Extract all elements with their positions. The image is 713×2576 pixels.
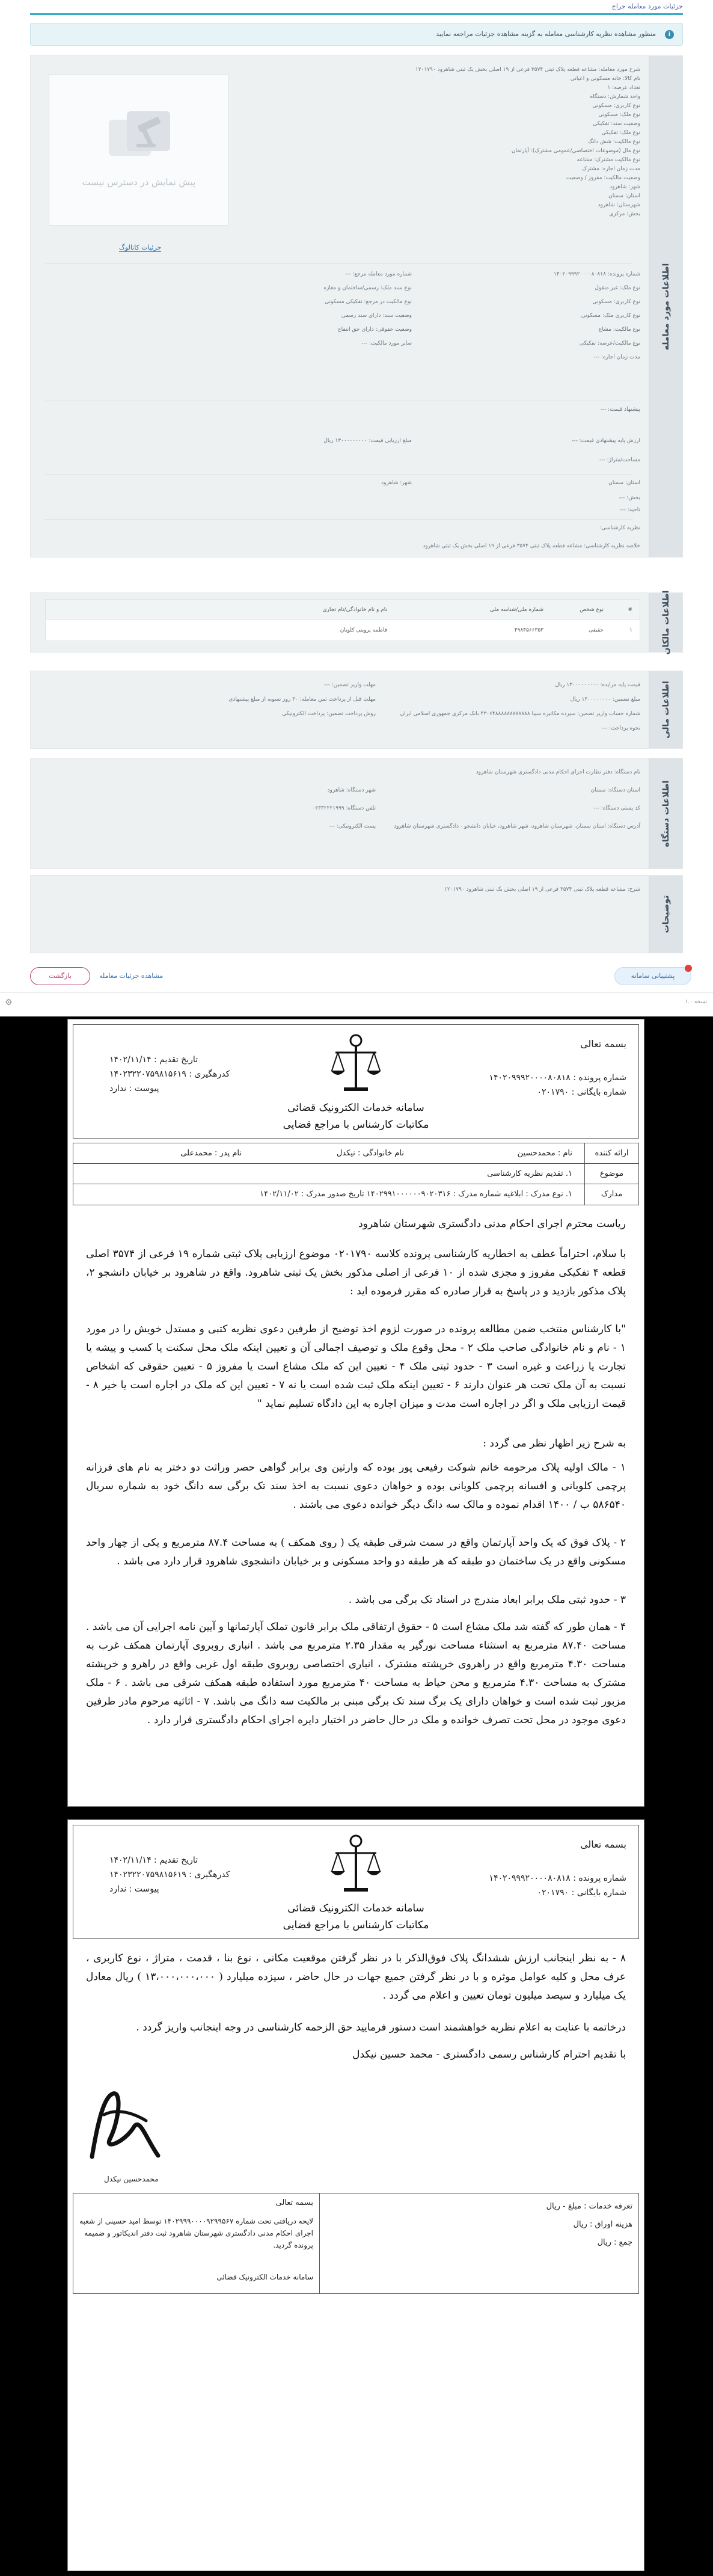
detail-1: تعداد عرصه: ۱ (607, 85, 640, 91)
web-ui (0, 0, 713, 1016)
detail-2: واحد شمارش: دستگاه (590, 94, 640, 100)
right-col-3: وضعیت سند: دارای سند رسمی (341, 313, 412, 319)
detail-13: استان: سمنان (608, 193, 640, 199)
desc-text: شرح: مشاعه قطعه پلاک ثبتی ۳۵۷۴ فرعی از ۱۹ اصلی بخش یک ثبتی شاهرود ۱۲۰۱۷۹۰ (444, 887, 640, 893)
valuation-amount: مبلغ ارزیابی قیمت: ۱۳۰۰۰۰۰۰۰۰۰ ریال (323, 438, 412, 444)
paragraph-4: ۱ - مالک اولیه پلاک مرحومه خانم شوکت رفیعی پور بوده که وارثین وی برابر گواهی حصر وراثت دو دختر به نام های فرزانه پرچمی کلویانی و افسانه پرچمی کلویانی بوده و خواهان دعوی نسبت به اخذ سند تک برگی سه دانگ خود به شماره سریال ۵۸۶۵۴۰ ب / ۱۴۰۰ اقدام نموده و مالک سه دانگ دیگر خوانده دعوی می باشند . (86, 1462, 626, 1511)
fin-4: مهلت واریز تضمین: --- (324, 682, 376, 688)
center-title-1: سامانه خدمات الکترونیک قضائی (287, 1102, 424, 1114)
office-0: نام دستگاه: دفتر نظارت اجرای احکام مدنی دادگستری شهرستان شاهرود (476, 769, 640, 775)
desc-section-tab: توضیحات (649, 876, 682, 953)
footer (0, 992, 713, 1016)
document-page-2 (67, 1819, 644, 2571)
fin-5: مهلت قبل از پرداخت ثمن معامله: ۳۰ روز تسویه از مبلغ پیشنهادی (228, 696, 376, 702)
detail-8: نوع مال (موضوعات اختصاصی/عمومی مشترک): آپارتمان (511, 148, 640, 154)
table-row: ۱ حقیقی ۴۹۸۴۵۶۶۳۵۳ فاطمه پروینی کلویان (340, 627, 632, 633)
opinion-title: نظریه کارشناسی: (599, 525, 640, 531)
office-6: پست الکترونیکی: --- (329, 823, 376, 829)
right-col-5: سایر مورد مالکیت: --- (361, 340, 412, 346)
scanned-document (0, 1016, 713, 2576)
center-title-2: مکاتبات کارشناس با مراجع قضایی (283, 1119, 429, 1131)
case-number-2: شماره پرونده : ۱۴۰۲۰۹۹۹۲۰۰۰۰۸۰۸۱۸ (489, 1874, 626, 1883)
support-button[interactable]: پشتیبانی سامانه (614, 967, 691, 985)
letter-heading: ریاست محترم اجرای احکام مدنی دادگستری شهرستان شاهرود (358, 1218, 626, 1230)
notice-text: منظور مشاهده نظریه کارشناسی معامله به گزینه مشاهده جزئیات مراجعه نمایید (436, 30, 656, 38)
district: ناحیه: --- (620, 507, 640, 513)
deal-section-tab: اطلاعات مورد معامله (649, 56, 682, 557)
paragraph-8: ۸ - به نظر اینجانب ارزش ششدانگ پلاک فوق‌الذکر با در نظر گرفتن موقعیت مکانی ، نوع بنا ، قدمت ، متراژ ، نوع کاربری ، عرف محل و کلیه عوامل موثره و با در نظر گرفتن جمیع جهات در حال حاضر ، سیزده میلیارد ( ۱۳،۰۰۰،۰۰۰،۰۰۰ ) ریال معادل یک میلیارد و سیصد میلیون تومان تعیین و اعلام می گردد . (86, 1952, 626, 2002)
fin-6: روش پرداخت تضمین: پرداخت الکترونیکی (282, 711, 376, 717)
letterhead (73, 1024, 639, 1139)
detail-0: نام کالا: خانه مسکونی و اعیانی (570, 76, 640, 82)
owners-table (45, 599, 640, 641)
signature-image (80, 2085, 164, 2169)
province: استان: سمنان (608, 480, 640, 486)
fee-line-1: تعرفه خدمات : مبلغ - ریال (546, 2202, 632, 2211)
info-icon: i (665, 30, 674, 39)
financial-section-tab: اطلاعات مالی (649, 671, 682, 748)
financial-section (30, 671, 683, 749)
paragraph-3: به شرح زیر اظهار نظر می گردد : (483, 1437, 626, 1449)
settings-icon[interactable]: ⚙ (5, 998, 13, 1007)
office-2: شهر دستگاه: شاهرود (327, 787, 376, 793)
detail-11: وضعیت مالکیت: مفروز / وضعیت (566, 175, 640, 181)
fin-2: شماره حساب واریز تضمین: سپرده مکانیزه سیبا ۴۳۰۶۴۸۸۸۸۸۸۸۸۸۸۸۸ بانک مرکزی جمهوری اسلامی ایران (400, 711, 640, 717)
gavel-icon (106, 108, 174, 162)
meta-table: ارائه کننده نام : محمدحسین نام خانوادگی : نیکدل نام پدر : محمدعلی موضوع ۱. تقدیم نظریه کارشناسی مدارک ۱. نوع مدرک : ابلاغیه شماره مدرک : ۱۴۰۲۹۹۱۰۰۰۰۰۰۹۰۲۰۳۱۶ تاریخ صدور مدرک : ۱۴۰۲/۱۱/۰۲ (73, 1143, 639, 1205)
page-title: جزئیات مورد معامله حراج (611, 2, 683, 10)
back-button[interactable]: بازگشت (30, 967, 90, 985)
notification-dot (685, 965, 692, 972)
submit-date: تاریخ تقدیم : ۱۴۰۲/۱۱/۱۴ (109, 1055, 198, 1065)
deal-section (30, 55, 683, 558)
fin-3: نحوه پرداخت: --- (601, 725, 640, 731)
paragraph-2: "با کارشناس منتخب ضمن مطالعه پرونده در صورت لزوم اخذ توضیح از طرفین دعوی نظریه کتبی و مستدل خویش را در مورد ۱ - نام و نام خانوادگی صاحب ملک ۲ - محل وقوع ملک و توصیف اجمالی آن و تعیین اینکه ملک محل سکنت یا کسب و پیشه یا تجارت یا زراعت و غیره است ۳ - حدود ثبتی ملک ۴ - تعیین این که ملک مشاع است یا مفروز ۵ - تعیین حقوقی که اشخاص نسبت به آن ملک تحت هر عنوان دارند ۶ - تعیین اینکه ملک ثبت شده است یا نه ۷ - تعیین این که ملک در اجاره است یا خیر ۸ - قیمت ارزیابی ملک و اگر در اجاره است مدت و میزان اجاره به این دادگاه تسلیم نماید " (86, 1323, 626, 1410)
right-col-2: نوع مالکیت در مرجع: تفکیکی مسکونی (325, 299, 412, 305)
receipt-text: لایحه دریافتی تحت شماره ۱۴۰۲۹۹۹۰۰۰۰۹۲۹۹۵۶۷ توسط امید حسینی از شعبه اجرای احکام مدنی دادگستری شهرستان شاهرود ثبت دفتر اندیکاتور و ضمیمه پرونده گردید. (79, 2217, 313, 2249)
closing-paragraph: درخاتمه با عنایت به اعلام نظریه خواهشمند است دستور فرمایید حق الزحمه کارشناسی در وجه اینجانب واریز گردد . (136, 2021, 626, 2033)
left-col-1: نوع ملک: غیر منقول (595, 285, 640, 291)
detail-5: وضعیت سند: تفکیکی (593, 121, 640, 127)
judiciary-emblem-icon (329, 1032, 382, 1098)
owners-section-tab: اطلاعات مالکان (649, 593, 682, 652)
detail-12: شهر: شاهرود (610, 184, 640, 190)
catalog-link[interactable]: جزئیات کاتالوگ (119, 244, 162, 251)
footer-text: نسخه ۱.۰ (685, 999, 707, 1005)
fee-line-2: هزینه اوراق : ریال (573, 2220, 632, 2229)
left-col-0: شماره پرونده: ۱۴۰۲۰۹۹۹۲۰۰۰۰۸۰۸۱۸ (553, 271, 640, 277)
attachment-2: پیوست : ندارد (109, 1884, 159, 1894)
valuation: ارزش پایه پیشنهادی قیمت: --- (572, 438, 640, 444)
center-title-1-p2: سامانه خدمات الکترونیک قضائی (287, 1902, 424, 1914)
fee-line-3: جمع : ریال (597, 2238, 632, 2247)
left-col-7: پیشنهاد قیمت: --- (600, 407, 640, 413)
left-col-6: مدت زمان اجاره: --- (593, 354, 640, 360)
table-header: # شماره ملی/شناسه ملی نام و نام خانوادگی/نام تجاری نوع شخص (46, 600, 640, 620)
bismillah: بسمه تعالی (580, 1038, 626, 1050)
bismillah-2: بسمه تعالی (580, 1839, 626, 1850)
owners-section (30, 592, 683, 653)
fin-1: مبلغ تضمین: ۱۳۰۰۰۰۰۰۰۰ ریال (570, 696, 640, 702)
archive-number: شماره بایگانی : ۰۲۰۱۷۹۰ (537, 1087, 626, 1097)
office-4: تلفن دستگاه: ۰۲۳۳۲۲۲۱۹۹۹ (312, 805, 376, 811)
bottom-bar (0, 962, 713, 986)
desc-section (30, 875, 683, 953)
detail-7: نوع مالکیت: شش دانگ (587, 139, 640, 145)
letterhead-2 (73, 1825, 639, 1939)
judiciary-emblem-icon (329, 1833, 382, 1899)
city: شهر: شاهرود (381, 480, 412, 486)
document-page-1 (67, 1019, 644, 1807)
left-col-5: نوع مالکیت/عرصه: تفکیکی (579, 340, 640, 346)
view-details-link[interactable]: مشاهده جزئیات معامله (99, 972, 164, 980)
detail-14: شهرستان: شاهرود (598, 202, 640, 208)
paragraph-5: ۲ - پلاک فوق که یک واحد آپارتمان واقع در سمت شرقی طبقه یک ( روی همکف ) به مساحت ۸۷.۴ مترمربع و یکی از چهار واحد مسکونی واقع در یک ساختمان دو طبقه که هر طبقه دو واحد مسکونی و بر خیابان دانشجوی شاهرود قرار دارد می باشد . (86, 1537, 626, 1567)
image-placeholder: پیش نمایش در دسترس نیست (49, 74, 229, 226)
tracking-code-2: کدرهگیری : ۱۴۰۲۳۲۲۰۷۵۹۸۱۵۶۱۹ (109, 1870, 230, 1880)
fin-0: قیمت پایه مزایده: ۱۳۰۰۰۰۰۰۰۰۰ ریال (555, 682, 640, 688)
right-col-1: نوع سند ملک: رسمی/ساختمان و مغازه (323, 285, 412, 291)
signer-name: محمدحسین نیکدل (104, 2175, 159, 2183)
detail-10: مدت زمان اجاره: مشترک (582, 166, 640, 172)
info-notice (30, 23, 683, 46)
office-section (30, 758, 683, 869)
attachment: پیوست : ندارد (109, 1084, 159, 1093)
opinion-text: خلاصه نظریه کارشناسی: مشاعه قطعه پلاک ثبتی ۳۵۷۴ فرعی از ۱۹ اصلی بخش یک ثبتی شاهرود (423, 543, 640, 549)
left-col-3: نوع کاربری ملک: مسکونی (581, 313, 640, 319)
office-1: استان دستگاه: سمنان (590, 787, 640, 793)
detail-4: نوع ملک: مسکونی (598, 112, 640, 118)
paragraph-6: ۳ - حدود ثبتی ملک برابر ابعاد مندرج در اسناد تک برگی می باشد . (348, 1594, 626, 1606)
area: مساحت/متراژ: --- (599, 457, 640, 463)
detail-9: نوع مالکیت مشترک: مشاعه (577, 157, 640, 163)
office-section-tab: اطلاعات دستگاه (649, 758, 682, 868)
receipt-box: بسمه تعالی لایحه دریافتی تحت شماره ۱۴۰۲۹۹۹۰۰۰۰۹۲۹۹۵۶۷ توسط امید حسینی از شعبه اجرای احکام مدنی دادگستری شهرستان شاهرود ثبت دفتر اندیکاتور و ضمیمه پرونده گردید. سامانه خدمات الکترونیک قضائی (73, 2193, 320, 2293)
left-col-2: نوع کاربری: مسکونی (592, 299, 640, 305)
office-3: کد پستی دستگاه: --- (593, 805, 640, 811)
office-5: آدرس دستگاه: استان سمنان، شهرستان شاهرود، شهر شاهرود، خیابان دانشجو - دادگستری شهرستان شاهرود (394, 823, 640, 829)
right-col-4: وضعیت حقوقی: دارای حق انتفاع (338, 327, 412, 333)
case-number: شماره پرونده : ۱۴۰۲۰۹۹۹۲۰۰۰۰۸۰۸۱۸ (489, 1073, 626, 1083)
submit-date-2: تاریخ تقدیم : ۱۴۰۲/۱۱/۱۴ (109, 1855, 198, 1865)
archive-number-2: شماره بایگانی : ۰۲۰۱۷۹۰ (537, 1888, 626, 1898)
detail-6: نوع ملک: تفکیکی (601, 130, 640, 136)
part: بخش: --- (619, 495, 640, 501)
center-title-2-p2: مکاتبات کارشناس با مراجع قضایی (283, 1919, 429, 1931)
signoff: با تقدیم احترام کارشناس رسمی دادگستری - محمد حسین نیکدل (352, 2049, 626, 2061)
header-rule (30, 13, 683, 15)
left-col-4: نوع مالکیت: مشاع (598, 327, 640, 333)
detail-3: نوع کاربری: مسکونی (592, 103, 640, 109)
tracking-code: کدرهگیری : ۱۴۰۲۳۲۲۰۷۵۹۸۱۵۶۱۹ (109, 1069, 230, 1079)
footer-stamp-table (73, 2193, 639, 2294)
deal-description: شرح مورد معامله: مشاعه قطعه پلاک ثبتی ۳۵۷۴ فرعی از ۱۹ اصلی بخش یک ثبتی شاهرود ۱۲۰۱۷۹۰ (415, 67, 640, 73)
right-col-0: شماره مورد معامله مرجع: --- (344, 271, 412, 277)
detail-15: بخش: مرکزی (609, 211, 640, 217)
paragraph-7: ۴ - همان طور که گفته شد ملک مشاع است ۵ - حقوق ارتفاقی ملک برابر قانون تملک آپارتمانها و آیین نامه اجرایی آن می باشد . مساحت ۸۷.۴۰ مترمربع به استثناء مساحت نورگیر به مقدار ۲.۳۵ مترمربع می باشد . انباری روبروی آپارتمان همکف غرب به مساحت ۴.۳۰ مترمربع واقع در راهروی خرپشته مشترک ، انباری اختصاصی روبروی طبقه اول غربی واقع در راهرو و خرپشته مشترک به مساحت ۴.۳۰ مترمربع و محن حیاط به مساحت ۴۰ مترمربع مورد استفاده طبقه همکف شرقی می باشد . ۶ - ملک مزبور ثبت شده است و خواهان دارای یک برگ سند تک برگی مبنی بر مالکیت سه دانگ می باشد. ۷ - اثاثیه مرحوم مادر طرفین دعوی موجود در محل تحت تصرف خوانده و ملک در حال حاضر در اختیار دایره اجرای احکام دادگستری قرار دارد . (86, 1621, 626, 1726)
paragraph-1: با سلام، احتراماً عطف به اخطاریه کارشناسی پرونده کلاسه ۰۲۰۱۷۹۰ موضوع ارزیابی پلاک ثبتی شماره ۱۹ فرعی از ۳۵۷۴ اصلی قطعه ۴ تفکیکی مفروز و مجزی شده از ۱۰ فرعی از اصلی مذکور بخش یک ثبتی شاهرود. واقع در شاهرود بر خیابان دانشجو ۲، پلاک مذکور بازدید و در پاسخ به قرار صادره که مقرر فرموده اید : (86, 1248, 626, 1297)
